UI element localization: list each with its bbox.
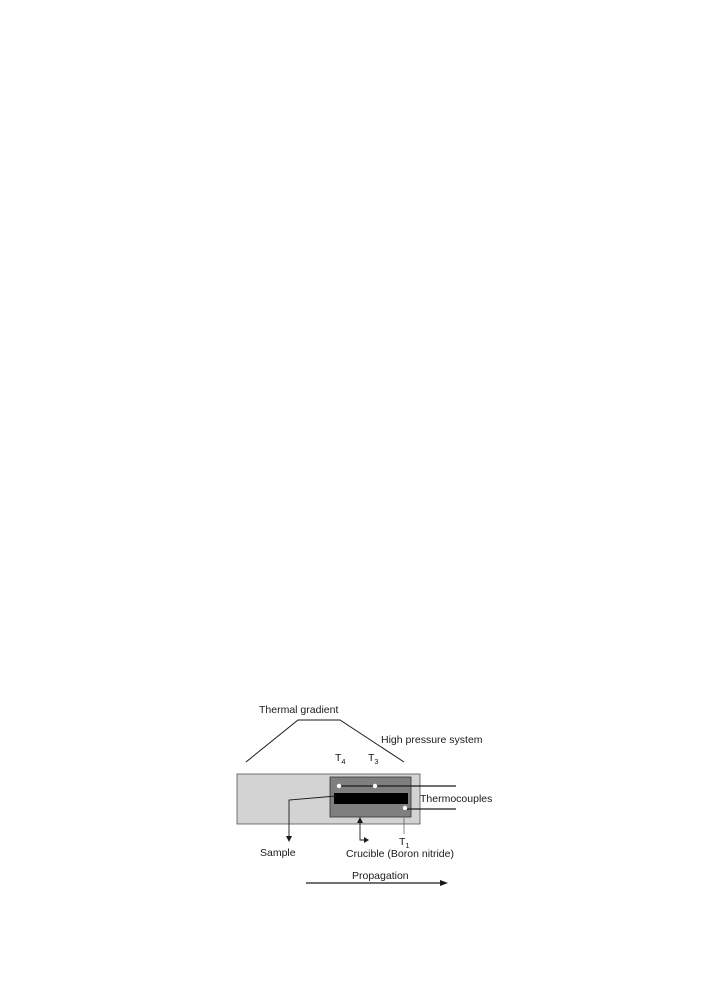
t4-label: $T_4$: [335, 752, 346, 766]
propagation-label: Propagation: [352, 870, 409, 882]
thermocouples-label: Thermocouples: [420, 793, 493, 805]
thermocouple-point-t3: [373, 784, 377, 788]
thermal-gradient-label: Thermal gradient: [259, 704, 339, 716]
crucible-label: Crucible (Boron nitride): [346, 848, 454, 860]
propagation-arrowhead: [440, 880, 448, 886]
t3-label: $T_3$: [368, 752, 379, 766]
sample-arrowhead: [286, 836, 292, 842]
sample-label: Sample: [260, 847, 296, 859]
crucible-arrowhead-right: [364, 837, 369, 843]
sample-bar: [334, 793, 408, 804]
high-pressure-system-label: High pressure system: [381, 734, 483, 746]
thermocouple-point-t1: [403, 806, 407, 810]
thermocouple-point-t4: [337, 784, 341, 788]
t1-label: $T_1$: [399, 836, 410, 850]
